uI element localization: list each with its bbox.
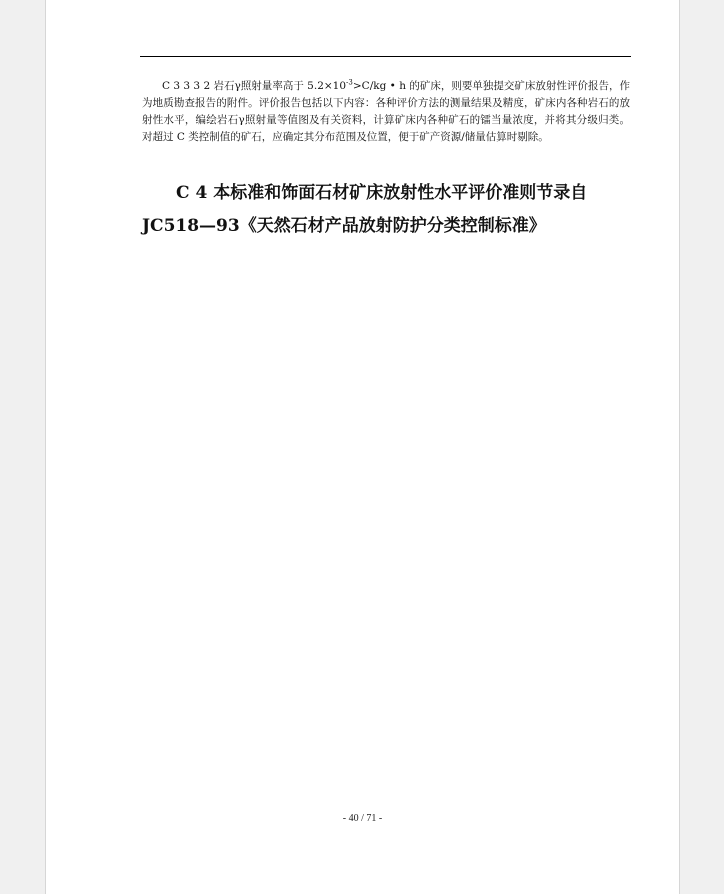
page-number: - 40 / 71 - (342, 813, 383, 824)
paragraph-text-end: >C/kg • h 的矿床，则要单独提交矿床放射性评价报告，作为地质勘查报告的附件。评价报告包括以下内容：各种评价方法的测量结果及精度，矿床内各种岩石的放射性水平，编绘岩石γ照射量等值图及有关资料，计算矿床内各种矿石的镭当量浓度，并将其分级归类。对超过 C 类控制值的矿石，应确定其分布范围及位置，便于矿产资源/储量估算时剔除。 (142, 80, 630, 143)
header-rule (140, 56, 631, 57)
section-heading: C 4 本标准和饰面石材矿床放射性水平评价准则节录自 JC518—93《天然石材产品放射防护分类控制标准》 (142, 183, 588, 236)
exponent: -3 (346, 78, 353, 87)
paragraph-text-start: C 3 3 3 2 岩石γ照射量率高于 5.2×10 (162, 80, 347, 92)
body-paragraph (142, 78, 630, 146)
document-page (45, 0, 680, 894)
